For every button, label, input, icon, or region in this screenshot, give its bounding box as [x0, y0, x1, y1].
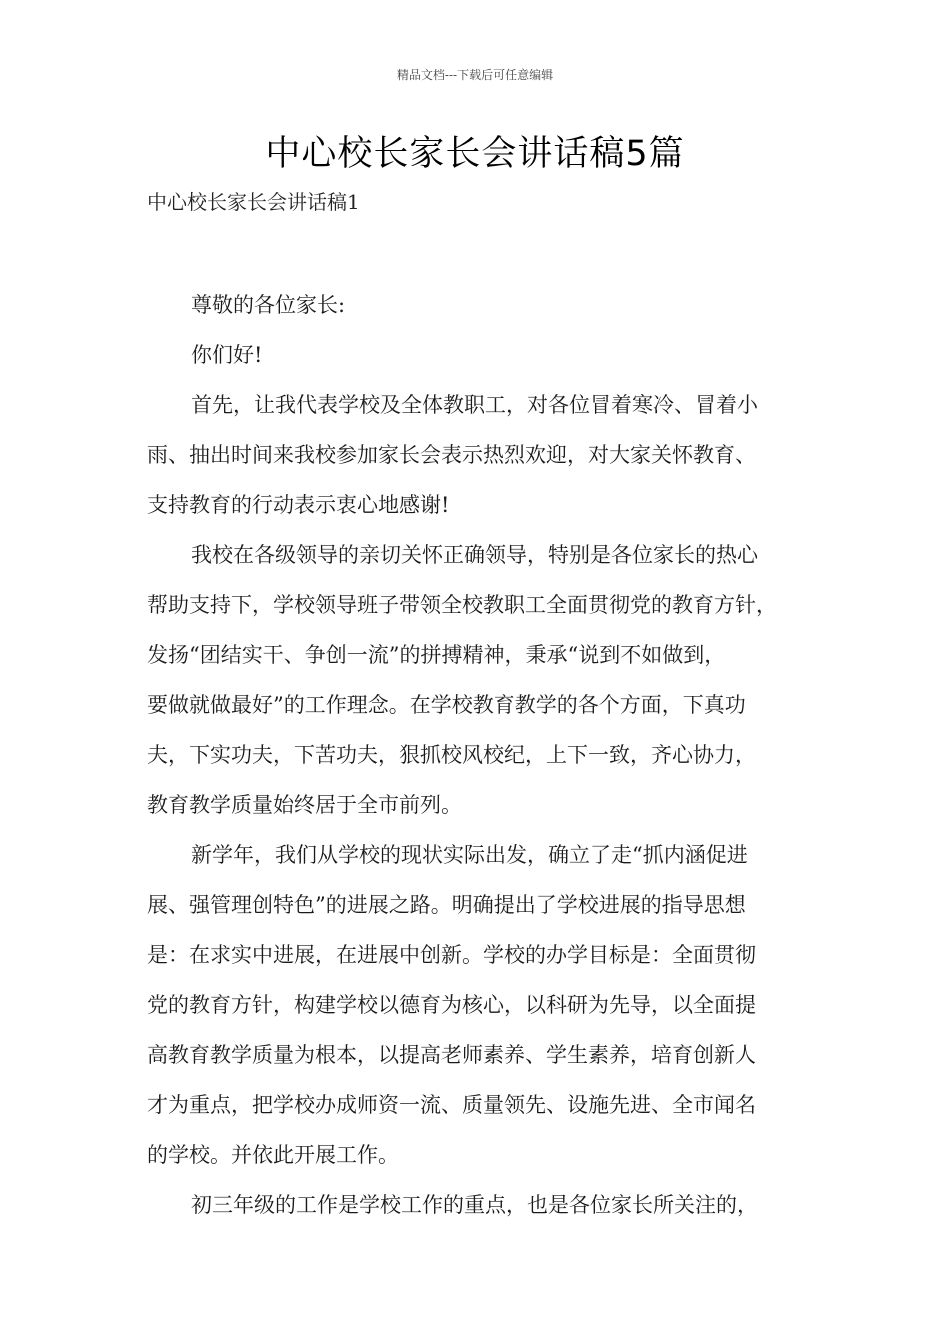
paragraph-line: 你们好!: [191, 343, 263, 367]
paragraph-line: 展、强管理创特色”的进展之路。明确提出了学校进展的指导思想: [147, 893, 746, 917]
header-watermark: 精品文档---下载后可任意编辑: [396, 68, 554, 82]
paragraph-welcome: [147, 380, 827, 530]
paragraph-line: 的学校。并依此开展工作。: [147, 1143, 399, 1167]
paragraph-grade-nine: [147, 1180, 827, 1230]
paragraph-line: 要做就做最好”的工作理念。在学校教育教学的各个方面，下真功: [147, 693, 746, 717]
document-body: [147, 280, 827, 1230]
paragraph-line: 夫，下实功夫，下苦功夫，狠抓校风校纪，上下一致，齐心协力，: [147, 743, 756, 767]
paragraph-greeting: [147, 330, 827, 380]
paragraph-new-year-goals: [147, 830, 827, 1180]
paragraph-school-achievements: [147, 530, 827, 830]
paragraph-line: 教育教学质量始终居于全市前列。: [147, 793, 462, 817]
paragraph-line: 新学年，我们从学校的现状实际出发，确立了走“抓内涵促进: [191, 843, 748, 867]
paragraph-salutation: [147, 280, 827, 330]
paragraph-line: 初三年级的工作是学校工作的重点，也是各位家长所关注的，: [191, 1193, 758, 1217]
paragraph-line: 高教育教学质量为根本，以提高老师素养、学生素养，培育创新人: [147, 1043, 756, 1067]
paragraph-line: 帮助支持下，学校领导班子带领全校教职工全面贯彻党的教育方针，: [147, 593, 777, 617]
paragraph-line: 首先，让我代表学校及全体教职工，对各位冒着寒冷、冒着小: [191, 393, 758, 417]
paragraph-line: 才为重点，把学校办成师资一流、质量领先、设施先进、全市闻名: [147, 1093, 756, 1117]
document-title: 中心校长家长会讲话稿5篇: [265, 134, 685, 174]
paragraph-line: 党的教育方针，构建学校以德育为核心，以科研为先导，以全面提: [147, 993, 756, 1017]
paragraph-line: 我校在各级领导的亲切关怀正确领导，特别是各位家长的热心: [191, 543, 758, 567]
paragraph-line: 支持教育的行动表示衷心地感谢!: [147, 493, 450, 517]
paragraph-line: 雨、抽出时间来我校参加家长会表示热烈欢迎，对大家关怀教育、: [147, 443, 756, 467]
paragraph-line: 尊敬的各位家长:: [191, 293, 346, 317]
document-subtitle: 中心校长家长会讲话稿1: [147, 190, 360, 214]
paragraph-line: 发扬“团结实干、争创一流”的拼搏精神，秉承“说到不如做到，: [147, 643, 726, 667]
paragraph-line: 是：在求实中进展，在进展中创新。学校的办学目标是：全面贯彻: [147, 943, 756, 967]
